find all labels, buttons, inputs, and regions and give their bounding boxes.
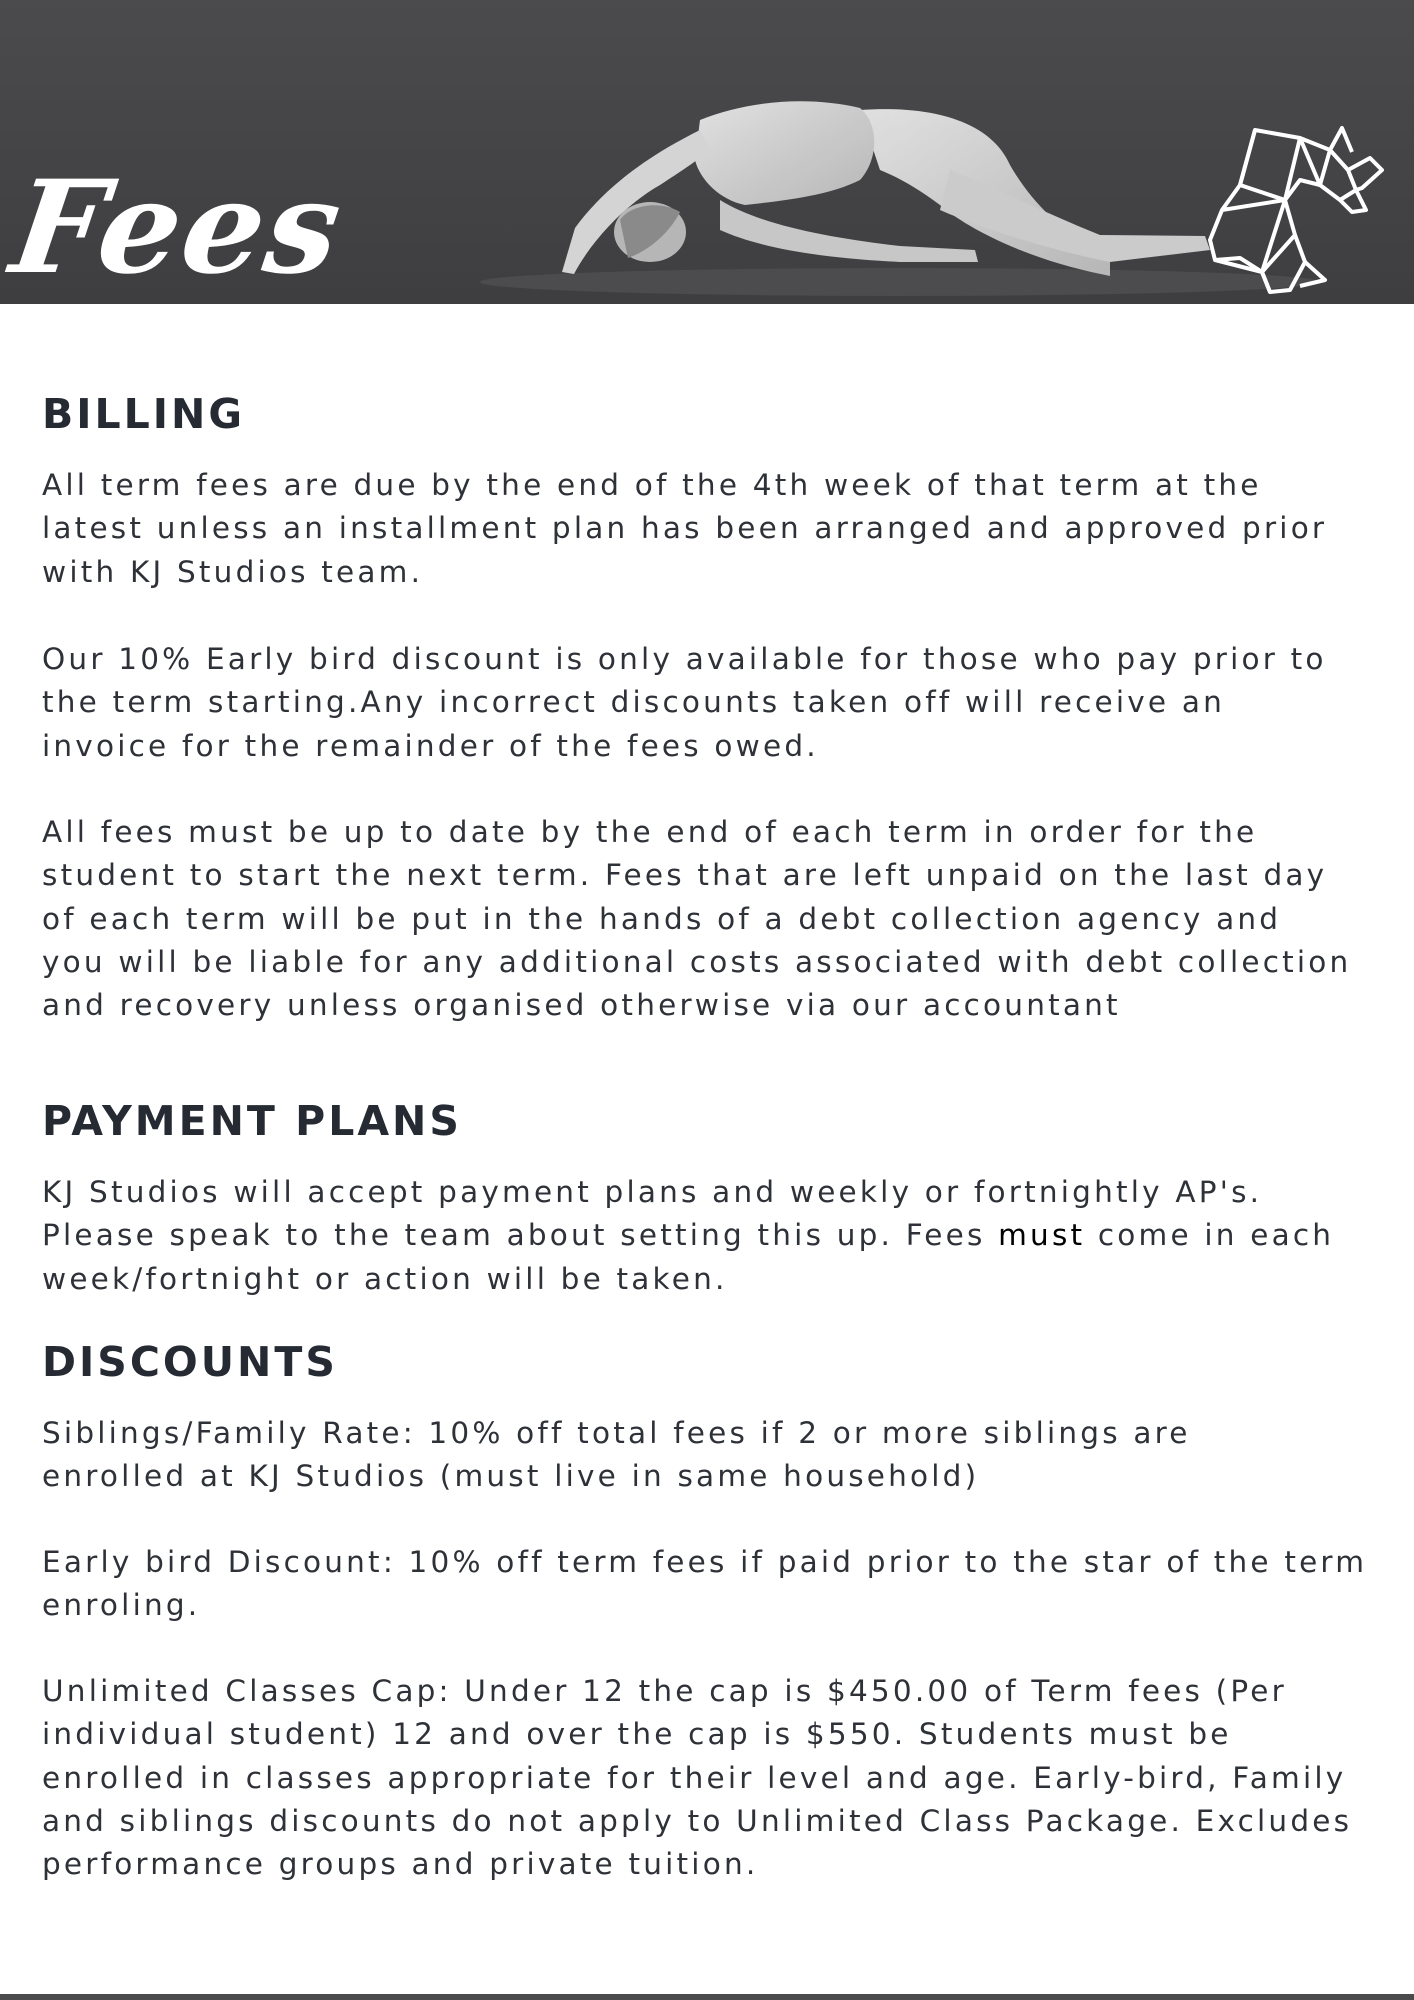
- billing-heading: BILLING: [42, 390, 245, 438]
- billing-paragraph: All term fees are due by the end of the 4th week of that term at the latest unless an installment plan has been arranged and approved prior with KJ Studios team.: [42, 468, 1328, 589]
- payment-plans-text: KJ Studios will accept payment plans and weekly or fortnightly AP's. Please speak to the team about setting this up. Fees: [42, 1175, 1263, 1253]
- discount-paragraph: Unlimited Classes Cap: Under 12 the cap is $450.00 of Term fees (Per individual student) 12 and over the cap is $550. Students must be enrolled in classes appropriate for their level and age. Early-bird, Family and siblings discounts do not apply to Unlimited Class Package. Excludes performance groups and private tuition.: [42, 1674, 1353, 1882]
- header-banner: [0, 0, 1414, 304]
- banner-title: [0, 153, 351, 303]
- footer-divider: [0, 1994, 1414, 2000]
- billing-paragraph: All fees must be up to date by the end of each term in order for the student to start the next term. Fees that are left unpaid on the last day of each term will be put in the hands of a debt collection agency and you will be liable for any additional costs associated with debt collection and recovery unless organised otherwise via our accountant: [42, 815, 1352, 1023]
- banner-artwork: [0, 0, 1414, 304]
- payment-plans-text: come in each week/fortnight or action will be taken.: [42, 1218, 1335, 1296]
- discount-paragraph: Early bird Discount: 10% off term fees if paid prior to the star of the term enroling.: [42, 1545, 1368, 1623]
- discount-paragraph: Siblings/Family Rate: 10% off total fees if 2 or more siblings are enrolled at KJ Studios (must live in same household): [42, 1416, 1191, 1494]
- discounts-heading: DISCOUNTS: [42, 1338, 338, 1386]
- billing-paragraph: Our 10% Early bird discount is only available for those who pay prior to the term starting.Any incorrect discounts taken off will receive an invoice for the remainder of the fees owed.: [42, 642, 1327, 763]
- svg-text:Fees: Fees: [3, 152, 352, 303]
- payment-plans-paragraph: [42, 1171, 1382, 1301]
- payment-plans-heading: PAYMENT PLANS: [42, 1097, 462, 1145]
- emphasis-must: must: [998, 1218, 1086, 1253]
